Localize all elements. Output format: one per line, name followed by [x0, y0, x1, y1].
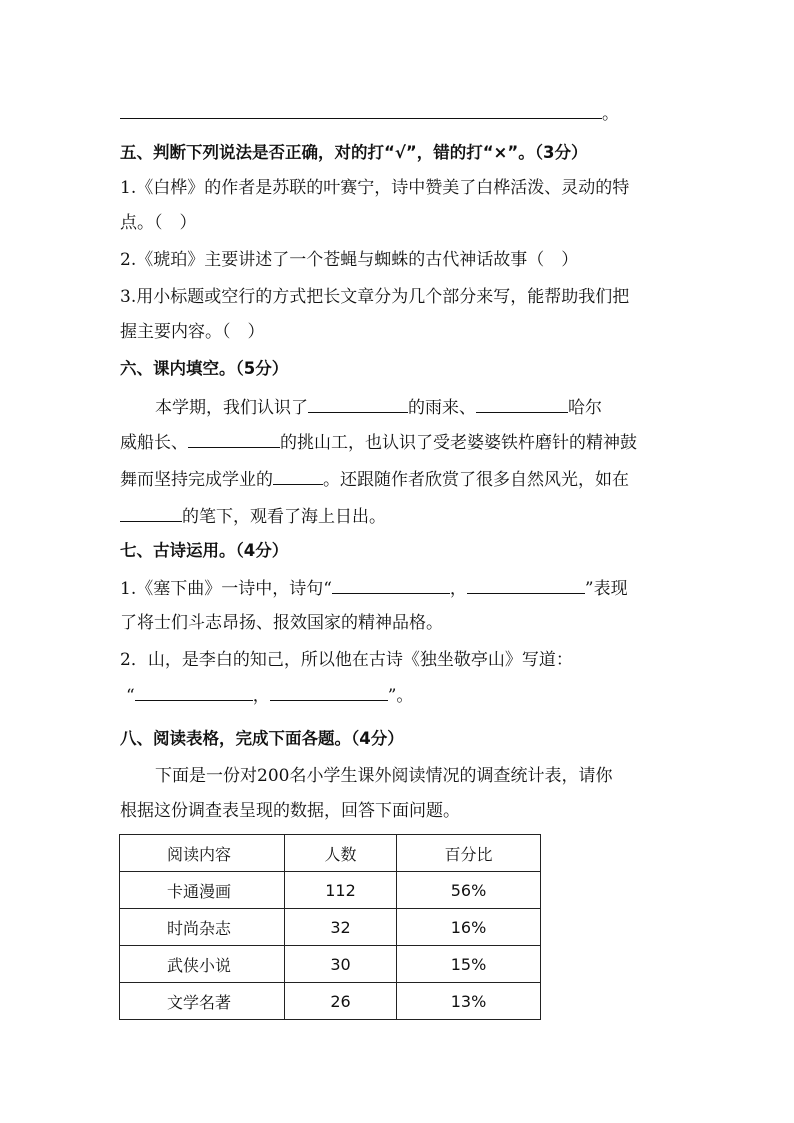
table-cell: 时尚杂志 — [120, 909, 285, 946]
answer-blank[interactable] — [120, 102, 602, 119]
section-8-heading: 八、阅读表格，完成下面各题。（4分） — [120, 729, 404, 748]
poem-blank[interactable] — [135, 684, 253, 701]
table-row — [120, 946, 541, 983]
fill-blank[interactable] — [120, 505, 182, 522]
s7-question-1-line-1 — [120, 577, 628, 600]
s7-text: ”表现 — [584, 579, 628, 599]
fill-blank[interactable] — [188, 431, 280, 448]
s6-paragraph-line-2 — [120, 431, 637, 454]
answer-line-continuation — [120, 102, 619, 125]
fill-blank[interactable] — [476, 396, 568, 413]
s5-question-3-line-2: 握主要内容。（ ） — [120, 322, 265, 342]
s6-text: 威船长、 — [120, 433, 188, 453]
s7-text: “ — [126, 686, 135, 706]
section-7-heading: 七、古诗运用。（4分） — [120, 541, 289, 560]
s8-intro-line-1: 下面是一份对200名小学生课外阅读情况的调查统计表，请你 — [155, 766, 613, 786]
table-row — [120, 872, 541, 909]
section-5-heading: 五、判断下列说法是否正确，对的打“√”，错的打“×”。（3分） — [120, 143, 588, 162]
s7-text: ， — [449, 579, 467, 599]
s6-text: 哈尔 — [568, 398, 602, 418]
poem-blank[interactable] — [467, 577, 585, 594]
table-cell: 26 — [285, 983, 397, 1020]
table-cell: 16% — [397, 909, 541, 946]
table-header: 人数 — [285, 835, 397, 872]
s7-question-2-line-2 — [126, 684, 413, 707]
s6-text: 本学期，我们认识了 — [155, 398, 308, 418]
table-header: 百分比 — [397, 835, 541, 872]
fill-blank[interactable] — [273, 468, 323, 485]
s7-text: ”。 — [387, 686, 414, 706]
table-row — [120, 909, 541, 946]
s7-text: 1.《塞下曲》一诗中，诗句“ — [120, 579, 332, 599]
s6-text: 的挑山工，也认识了受老婆婆铁杵磨针的精神鼓 — [280, 433, 637, 453]
s8-intro-line-2: 根据这份调查表呈现的数据，回答下面问题。 — [120, 801, 460, 821]
s6-text: 的笔下，观看了海上日出。 — [182, 507, 386, 527]
s6-text: 。还跟随作者欣赏了很多自然风光，如在 — [323, 470, 629, 490]
table-cell: 武侠小说 — [120, 946, 285, 983]
table-row — [120, 983, 541, 1020]
s6-paragraph-line-3 — [120, 468, 629, 491]
table-cell: 32 — [285, 909, 397, 946]
table-cell: 30 — [285, 946, 397, 983]
poem-blank[interactable] — [332, 577, 450, 594]
table-cell: 56% — [397, 872, 541, 909]
s6-text: 舞而坚持完成学业的 — [120, 470, 273, 490]
section-6-heading: 六、课内填空。（5分） — [120, 359, 289, 378]
s7-question-2-line-1: 2．山，是李白的知己，所以他在古诗《独坐敬亭山》写道： — [120, 650, 573, 670]
reading-survey-table — [119, 834, 541, 1020]
table-cell: 文学名著 — [120, 983, 285, 1020]
s7-question-1-line-2: 了将士们斗志昂扬、报效国家的精神品格。 — [120, 613, 443, 633]
s5-question-3-line-1: 3.用小标题或空行的方式把长文章分为几个部分来写，能帮助我们把 — [120, 287, 630, 307]
line-end-mark: 。 — [602, 104, 619, 124]
table-cell: 卡通漫画 — [120, 872, 285, 909]
s5-question-2: 2.《琥珀》主要讲述了一个苍蝇与蜘蛛的古代神话故事（ ） — [120, 250, 579, 270]
table-cell: 15% — [397, 946, 541, 983]
s5-question-1-line-1: 1.《白桦》的作者是苏联的叶赛宁，诗中赞美了白桦活泼、灵动的特 — [120, 178, 630, 198]
fill-blank[interactable] — [308, 396, 408, 413]
table-header-row — [120, 835, 541, 872]
s6-text: 的雨来、 — [408, 398, 476, 418]
s5-question-1-line-2: 点。（ ） — [120, 213, 197, 233]
poem-blank[interactable] — [270, 684, 388, 701]
s7-text: ， — [252, 686, 270, 706]
table-cell: 112 — [285, 872, 397, 909]
s6-paragraph-line-1 — [155, 396, 602, 419]
table-cell: 13% — [397, 983, 541, 1020]
s6-paragraph-line-4 — [120, 505, 386, 528]
table-header: 阅读内容 — [120, 835, 285, 872]
